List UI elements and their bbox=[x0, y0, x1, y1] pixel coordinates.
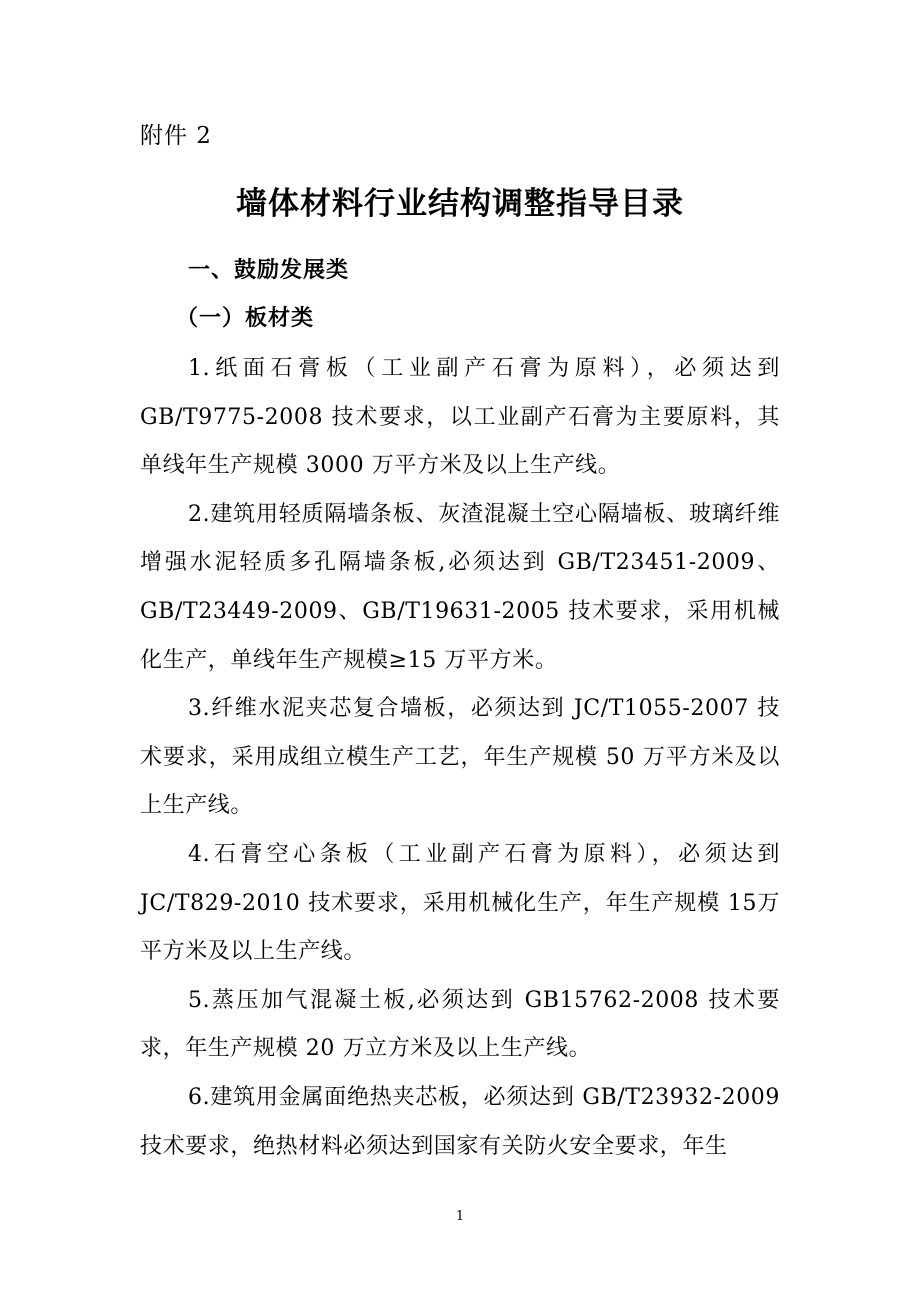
paragraph-3: 3.纤维水泥夹芯复合墙板，必须达到 JC/T1055-2007 技术要求，采用成组立模生产工艺，年生产规模 50 万平方米及以上生产线。 bbox=[140, 696, 780, 819]
attachment-label: 附件 2 bbox=[140, 123, 212, 149]
paragraph-6: 6.建筑用金属面绝热夹芯板，必须达到 GB/T23932-2009技术要求，绝热材料必须达到国家有关防火安全要求，年生 bbox=[140, 1084, 780, 1159]
paragraph-5: 5.蒸压加气混凝土板,必须达到 GB15762-2008 技术要求，年生产规模 20 万立方米及以上生产线。 bbox=[140, 987, 780, 1062]
paragraph-1: 1.纸面石膏板（工业副产石膏为原料），必须达到GB/T9775-2008 技术要求，以工业副产石膏为主要原料，其单线年生产规模 3000 万平方米及以上生产线。 bbox=[140, 356, 780, 479]
paragraph-4: 4.石膏空心条板（工业副产石膏为原料），必须达到JC/T829-2010 技术要求，采用机械化生产，年生产规模 15万平方米及以上生产线。 bbox=[140, 841, 780, 965]
subsection-heading: （一）板材类 bbox=[176, 305, 315, 331]
paragraph-2: 2.建筑用轻质隔墙条板、灰渣混凝土空心隔墙板、玻璃纤维增强水泥轻质多孔隔墙条板,必须达到 GB/T23451-2009、GB/T23449-2009、GB/T19631-2005 技术要求，采用机械化生产，单线年生产规模≥15 万平方米。 bbox=[140, 501, 780, 673]
page-number: 1 bbox=[455, 1209, 465, 1224]
document-title: 墙体材料行业结构调整指导目录 bbox=[236, 186, 684, 222]
section-heading: 一、鼓励发展类 bbox=[188, 257, 350, 283]
body-text bbox=[140, 345, 780, 1171]
